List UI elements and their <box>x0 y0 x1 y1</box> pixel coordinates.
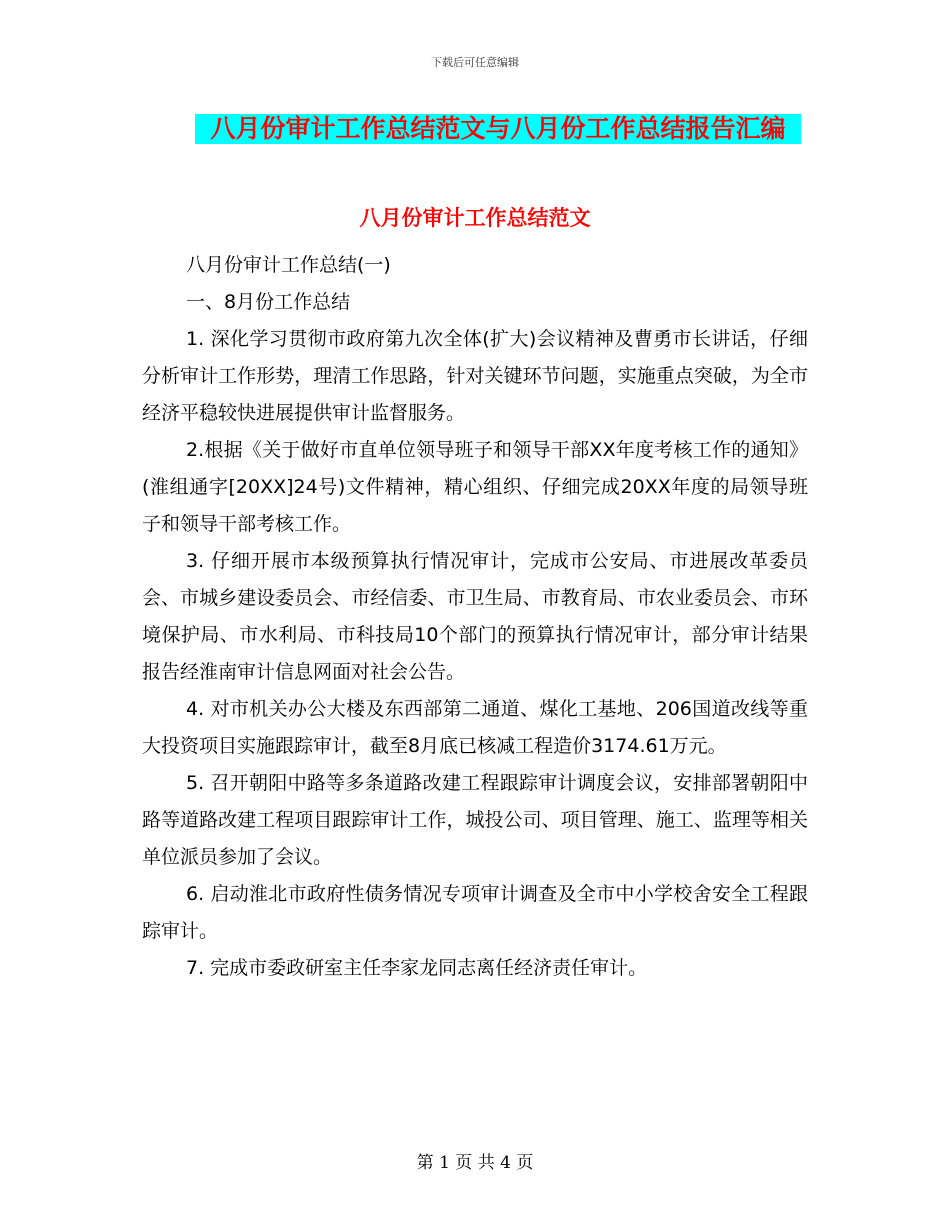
paragraph-item-1: 1. 深化学习贯彻市政府第九次全体(扩大)会议精神及曹勇市长讲话，仔细分析审计工作形势，理清工作思路，针对关键环节问题，实施重点突破，为全市经济平稳较快进展提供审计监督服务。 <box>142 328 808 424</box>
paragraph-item-4: 4. 对市机关办公大楼及东西部第二通道、煤化工基地、206国道改线等重大投资项目实施跟踪审计，截至8月底已核减工程造价3174.61万元。 <box>142 698 808 757</box>
paragraph-item-5: 5. 召开朝阳中路等多条道路改建工程跟踪审计调度会议，安排部署朝阳中路等道路改建工程项目跟踪审计工作，城投公司、项目管理、施工、监理等相关单位派员参加了会议。 <box>142 772 808 868</box>
paragraph-item-2: 2.根据《关于做好市直单位领导班子和领导干部XX年度考核工作的通知》(淮组通字[20XX]24号)文件精神，精心组织、仔细完成20XX年度的局领导班子和领导干部考核工作。 <box>142 439 808 535</box>
body-text <box>142 247 808 987</box>
paragraph-heading: 一、8月份工作总结 <box>186 291 351 313</box>
header-note: 下载后可任意编辑 <box>431 56 519 69</box>
paragraph-subtitle: 八月份审计工作总结(一) <box>186 254 391 276</box>
section-title: 八月份审计工作总结范文 <box>359 206 591 230</box>
paragraph-item-6: 6. 启动淮北市政府性债务情况专项审计调查及全市中小学校舍安全工程跟踪审计。 <box>142 883 808 942</box>
paragraph-item-7: 7. 完成市委政研室主任李家龙同志离任经济责任审计。 <box>186 957 648 979</box>
paragraph-item-3: 3. 仔细开展市本级预算执行情况审计，完成市公安局、市进展改革委员会、市城乡建设委员会、市经信委、市卫生局、市教育局、市农业委员会、市环境保护局、市水利局、市科技局10个部门的预算执行情况审计，部分审计结果报告经淮南审计信息网面对社会公告。 <box>142 550 808 683</box>
document-title: 八月份审计工作总结范文与八月份工作总结报告汇编 <box>195 114 801 144</box>
page-footer: 第 1 页 共 4 页 <box>416 1153 534 1173</box>
